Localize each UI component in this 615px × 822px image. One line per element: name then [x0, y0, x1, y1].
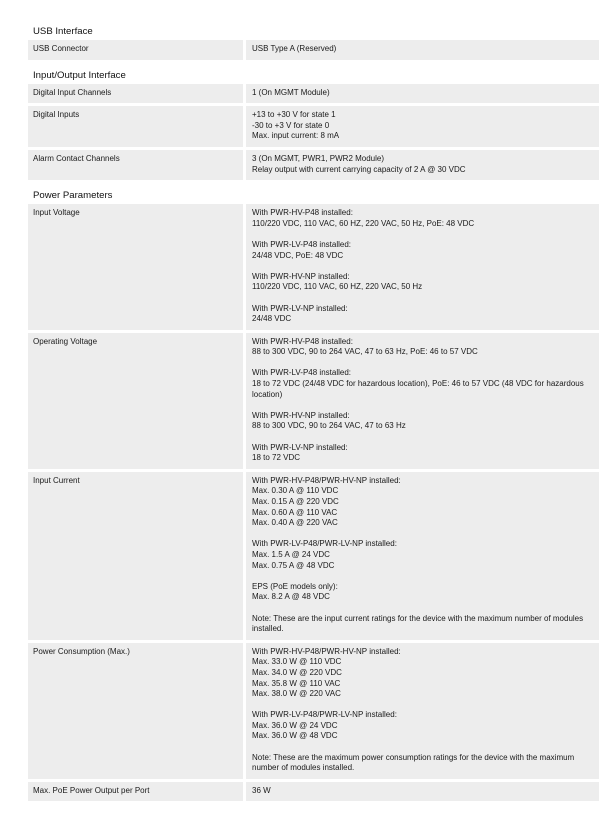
spec-value-paragraph	[252, 443, 593, 464]
spec-value	[246, 333, 599, 469]
spec-value-paragraph	[252, 272, 593, 293]
spec-value-paragraph	[252, 304, 593, 325]
spec-label: Digital Inputs	[28, 106, 243, 147]
spec-value-paragraph	[252, 582, 593, 603]
spec-value-line: Max. 0.30 A @ 110 VDC	[252, 486, 339, 496]
spec-value-paragraph	[252, 539, 593, 571]
spec-value-paragraph	[252, 647, 593, 700]
spec-value-line: Max. input current: 8 mA	[252, 131, 340, 141]
spec-value-paragraph	[252, 368, 593, 400]
spec-value-line: With PWR-HV-P48/PWR-HV-NP installed:	[252, 646, 401, 656]
spec-label: Operating Voltage	[28, 333, 243, 469]
spec-value-line: Max. 0.75 A @ 48 VDC	[252, 560, 335, 570]
spec-value	[246, 150, 599, 180]
spec-value-line: With PWR-HV-P48/PWR-HV-NP installed:	[252, 475, 401, 485]
spec-value-line: Max. 34.0 W @ 220 VDC	[252, 667, 342, 677]
spec-value-line: +13 to +30 V for state 1	[252, 110, 336, 120]
section-title: Input/Output Interface	[33, 69, 126, 81]
spec-row	[28, 150, 599, 180]
spec-document	[28, 24, 599, 804]
spec-value-line: With PWR-HV-NP installed:	[252, 271, 350, 281]
spec-label: Input Voltage	[28, 204, 243, 330]
spec-value-line: With PWR-HV-NP installed:	[252, 410, 350, 420]
spec-value-paragraph	[252, 337, 593, 358]
spec-value-paragraph	[252, 411, 593, 432]
spec-value-paragraph	[252, 786, 593, 797]
spec-value-line: 3 (On MGMT, PWR1, PWR2 Module)	[252, 153, 385, 163]
spec-label: Power Consumption (Max.)	[28, 643, 243, 779]
spec-value-line: EPS (PoE models only):	[252, 581, 338, 591]
spec-value-line: Note: These are the input current ratings for the device with the maximum number of modules installed.	[252, 613, 584, 634]
spec-value-line: Max. 0.15 A @ 220 VDC	[252, 497, 339, 506]
spec-label: Alarm Contact Channels	[28, 150, 243, 180]
spec-row	[28, 84, 599, 104]
spec-value-line: 18 to 72 VDC	[252, 453, 301, 463]
spec-label: Max. PoE Power Output per Port	[28, 782, 243, 802]
spec-value	[246, 84, 599, 104]
spec-value-line: 110/220 VDC, 110 VAC, 60 HZ, 220 VAC, 50 Hz, PoE: 48 VDC	[252, 218, 475, 228]
spec-value-line: With PWR-LV-NP installed:	[252, 442, 348, 452]
section-title: USB Interface	[33, 26, 93, 37]
spec-value	[246, 204, 599, 330]
spec-value-line: Max. 1.5 A @ 24 VDC	[252, 549, 330, 559]
spec-value-paragraph	[252, 614, 593, 635]
spec-label: Input Current	[28, 472, 243, 640]
spec-value-line: With PWR-LV-P48/PWR-LV-NP installed:	[252, 710, 397, 720]
spec-row	[28, 782, 599, 802]
section-title: Power Parameters	[33, 190, 113, 202]
spec-value-line: Max. 8.2 A @ 48 VDC	[252, 592, 330, 602]
spec-value-paragraph	[252, 44, 593, 55]
spec-value-line: 110/220 VDC, 110 VAC, 60 HZ, 220 VAC, 50 Hz	[252, 282, 423, 292]
spec-value-line: Max. 0.40 A @ 220 VAC	[252, 518, 338, 528]
spec-value	[246, 472, 599, 640]
spec-row	[28, 643, 599, 779]
spec-value	[246, 40, 599, 60]
spec-row	[28, 204, 599, 330]
spec-value-line: With PWR-LV-P48 installed:	[252, 368, 351, 378]
spec-value-line: 24/48 VDC, PoE: 48 VDC	[252, 250, 344, 260]
spec-value	[246, 782, 599, 802]
spec-value-paragraph	[252, 240, 593, 261]
spec-value	[246, 643, 599, 779]
spec-value-line: With PWR-LV-P48/PWR-LV-NP installed:	[252, 539, 397, 549]
spec-label: USB Connector	[28, 40, 243, 60]
spec-value-paragraph	[252, 710, 593, 742]
spec-row	[28, 472, 599, 640]
spec-value-line: With PWR-LV-P48 installed:	[252, 239, 351, 249]
spec-value-line: With PWR-HV-P48 installed:	[252, 208, 353, 218]
spec-row	[28, 333, 599, 469]
spec-value-line: -30 to +3 V for state 0	[252, 120, 330, 130]
spec-label: Digital Input Channels	[28, 84, 243, 104]
spec-value	[246, 106, 599, 147]
spec-value-paragraph	[252, 88, 593, 99]
spec-value-line: 88 to 300 VDC, 90 to 264 VAC, 47 to 63 Hz, PoE: 46 to 57 VDC	[252, 347, 478, 357]
spec-value-line: Max. 38.0 W @ 220 VAC	[252, 689, 341, 699]
spec-value-line: 24/48 VDC	[252, 314, 292, 324]
spec-value-line: 88 to 300 VDC, 90 to 264 VAC, 47 to 63 Hz	[252, 421, 406, 431]
spec-value-paragraph	[252, 110, 593, 142]
spec-value-line: 36 W	[252, 785, 271, 795]
spec-value-line: Max. 36.0 W @ 48 VDC	[252, 731, 338, 741]
spec-row	[28, 40, 599, 60]
spec-value-line: Relay output with current carrying capacity of 2 A @ 30 VDC	[252, 164, 466, 174]
spec-value-line: USB Type A (Reserved)	[252, 44, 337, 53]
spec-value-line: Max. 0.60 A @ 110 VAC	[252, 507, 338, 517]
spec-value-paragraph	[252, 208, 593, 229]
spec-value-line: Max. 33.0 W @ 110 VDC	[252, 657, 342, 667]
spec-value-line: 1 (On MGMT Module)	[252, 87, 330, 97]
spec-value-line: With PWR-LV-NP installed:	[252, 303, 348, 313]
spec-value-paragraph	[252, 154, 593, 175]
spec-value-paragraph	[252, 753, 593, 774]
spec-value-line: Note: These are the maximum power consumption ratings for the device with the maximum number of modules installed.	[252, 752, 575, 773]
spec-value-line: With PWR-HV-P48 installed:	[252, 336, 353, 346]
spec-value-line: Max. 36.0 W @ 24 VDC	[252, 720, 338, 730]
spec-row	[28, 106, 599, 147]
spec-value-line: Max. 35.8 W @ 110 VAC	[252, 678, 341, 688]
spec-value-line: 18 to 72 VDC (24/48 VDC for hazardous location), PoE: 46 to 57 VDC (48 VDC for hazardous location)	[252, 379, 584, 399]
spec-value-paragraph	[252, 476, 593, 529]
